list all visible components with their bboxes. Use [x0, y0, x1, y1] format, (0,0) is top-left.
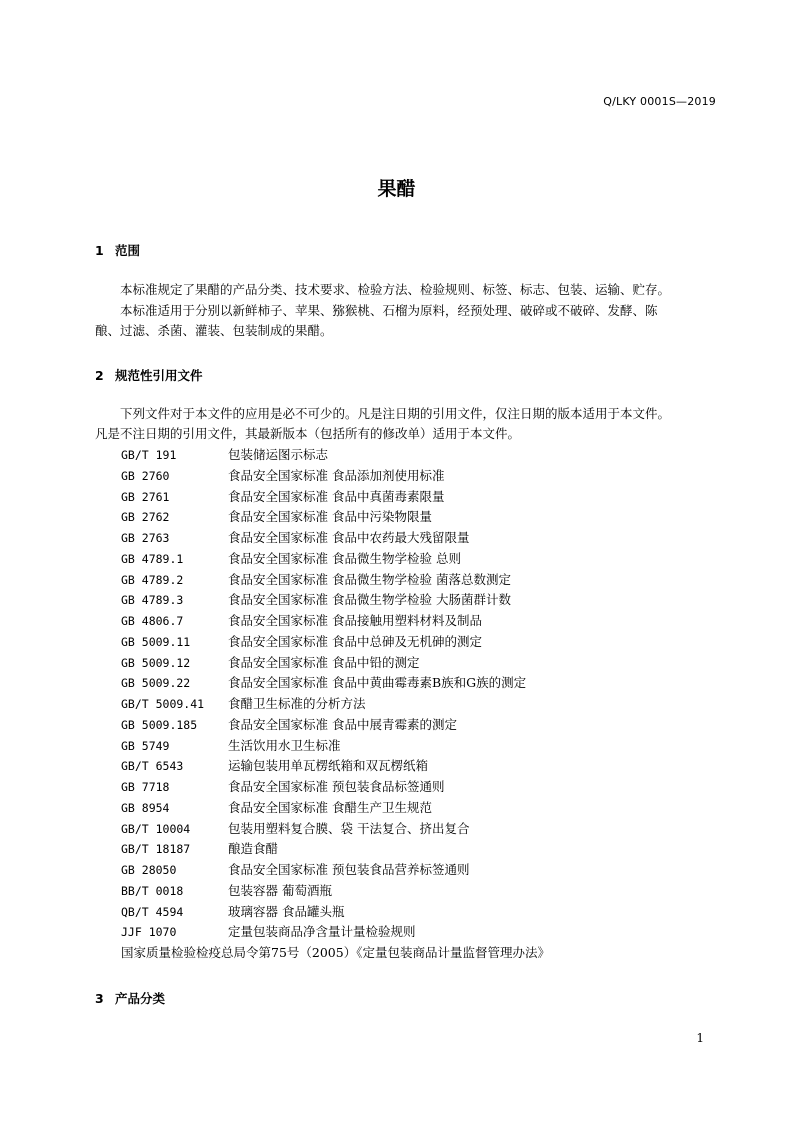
reference-title: 食品安全国家标准 预包装食品标签通则	[228, 779, 445, 794]
reference-row	[121, 798, 550, 819]
reference-code: GB 7718	[121, 780, 170, 794]
reference-code: GB/T 191	[121, 448, 177, 462]
reference-code: GB 4806.7	[121, 614, 184, 628]
reference-code: GB 5009.11	[121, 634, 191, 649]
reference-row	[121, 632, 550, 653]
reference-code: GB/T 18187	[121, 842, 191, 857]
section-3-heading	[95, 989, 165, 1007]
reference-row	[121, 819, 550, 840]
reference-code: GB 2763	[121, 531, 170, 545]
reference-title: 食品安全国家标准 食品添加剂使用标准	[228, 467, 445, 483]
reference-code: GB 2760	[121, 468, 170, 483]
reference-title: 玻璃容器 食品罐头瓶	[228, 903, 345, 919]
reference-row	[121, 777, 550, 798]
reference-code: GB/T 6543	[121, 759, 184, 774]
reference-row	[121, 653, 550, 674]
reference-title: 食品安全国家标准 食品中真菌毒素限量	[228, 488, 445, 504]
reference-title: 食品安全国家标准 食品接触用塑料材料及制品	[228, 613, 482, 628]
reference-row	[121, 736, 550, 757]
reference-row	[121, 839, 550, 860]
reference-row	[121, 487, 550, 508]
scope-paragraph-1	[95, 280, 720, 300]
reference-code: GB 8954	[121, 800, 170, 815]
reference-code: BB/T 0018	[121, 883, 184, 898]
reference-code: GB/T 5009.41	[121, 697, 205, 711]
reference-row	[121, 922, 550, 943]
reference-code: GB 4789.3	[121, 593, 184, 608]
reference-row	[121, 902, 550, 923]
reference-code: QB/T 4594	[121, 904, 184, 919]
reference-row	[121, 549, 550, 570]
section-title: 范围	[115, 243, 141, 258]
reference-title: 包装储运图示标志	[228, 447, 329, 462]
reference-title: 定量包装商品净含量计量检验规则	[228, 924, 416, 940]
section-1-heading	[95, 241, 140, 259]
document-code: Q/LKY 0001S—2019	[603, 95, 716, 108]
reference-title: 食醋卫生标准的分析方法	[228, 696, 366, 711]
reference-row	[121, 673, 550, 694]
section-number: 2	[95, 368, 104, 383]
references-intro	[95, 404, 720, 444]
section-number: 3	[95, 991, 104, 1006]
page-number: 1	[696, 1031, 704, 1045]
paragraph-line: 酿、过滤、杀菌、灌装、包装制成的果醋。	[95, 323, 333, 338]
reference-code: GB 2762	[121, 510, 170, 525]
reference-row	[121, 570, 550, 591]
reference-row	[121, 590, 550, 611]
reference-title: 生活饮用水卫生标准	[228, 737, 341, 753]
reference-code: GB 28050	[121, 863, 177, 877]
reference-row	[121, 528, 550, 549]
reference-code: JJF 1070	[121, 925, 177, 940]
section-2-heading	[95, 366, 203, 384]
paragraph-line: 下列文件对于本文件的应用是必不可少的。凡是注日期的引用文件，仅注日期的版本适用于本文件。	[120, 406, 671, 421]
reference-code: GB 5009.12	[121, 655, 191, 670]
reference-code: GB 2761	[121, 489, 170, 504]
scope-paragraph-2	[95, 301, 720, 341]
paragraph-line: 凡是不注日期的引用文件，其最新版本（包括所有的修改单）适用于本文件。	[95, 426, 521, 441]
reference-row	[121, 445, 550, 466]
reference-code: GB 4789.1	[121, 551, 184, 566]
reference-title: 包装容器 葡萄酒瓶	[228, 882, 332, 898]
paragraph-line: 本标准规定了果醋的产品分类、技术要求、检验方法、检验规则、标签、标志、包装、运输、贮存。	[120, 282, 671, 297]
reference-row	[121, 694, 550, 715]
reference-title: 食品安全国家标准 食品微生物学检验 大肠菌群计数	[228, 592, 511, 608]
reference-title: 食品安全国家标准 食品中农药最大残留限量	[228, 530, 470, 545]
reference-code: GB 5009.185	[121, 717, 198, 732]
reference-title: 食品安全国家标准 食品中展青霉素的测定	[228, 716, 457, 732]
paragraph-line: 本标准适用于分别以新鲜柿子、苹果、猕猴桃、石榴为原料，经预处理、破碎或不破碎、发酵、陈	[120, 303, 658, 318]
reference-title: 酿造食醋	[228, 841, 279, 857]
reference-title: 食品安全国家标准 食品中黄曲霉毒素B族和G族的测定	[228, 675, 527, 691]
section-number: 1	[95, 243, 104, 258]
reference-row	[121, 466, 550, 487]
reference-row	[121, 611, 550, 632]
document-title: 果醋	[377, 178, 416, 200]
reference-title: 包装用塑料复合膜、袋 干法复合、挤出复合	[228, 820, 470, 836]
section-title: 规范性引用文件	[115, 368, 203, 383]
reference-title: 食品安全国家标准 预包装食品营养标签通则	[228, 862, 470, 877]
reference-title: 食品安全国家标准 食醋生产卫生规范	[228, 799, 432, 815]
reference-title: 食品安全国家标准 食品中总砷及无机砷的测定	[228, 633, 482, 649]
section-title: 产品分类	[115, 991, 166, 1006]
reference-code: GB/T 10004	[121, 821, 191, 836]
reference-title: 食品安全国家标准 食品中铅的测定	[228, 654, 420, 670]
reference-list	[121, 445, 550, 964]
reference-row	[121, 507, 550, 528]
reference-code: GB 5749	[121, 738, 170, 753]
reference-code: GB 5009.22	[121, 676, 191, 691]
reference-row	[121, 715, 550, 736]
reference-row	[121, 756, 550, 777]
reference-row	[121, 860, 550, 881]
reference-row	[121, 881, 550, 902]
reference-title: 食品安全国家标准 食品微生物学检验 总则	[228, 550, 461, 566]
reference-title: 食品安全国家标准 食品中污染物限量	[228, 509, 432, 525]
reference-extra: 国家质量检验检疫总局令第75号（2005）《定量包装商品计量监督管理办法》	[121, 945, 550, 960]
reference-code: GB 4789.2	[121, 572, 184, 587]
reference-title: 食品安全国家标准 食品微生物学检验 菌落总数测定	[228, 571, 511, 587]
reference-title: 运输包装用单瓦楞纸箱和双瓦楞纸箱	[228, 758, 429, 774]
